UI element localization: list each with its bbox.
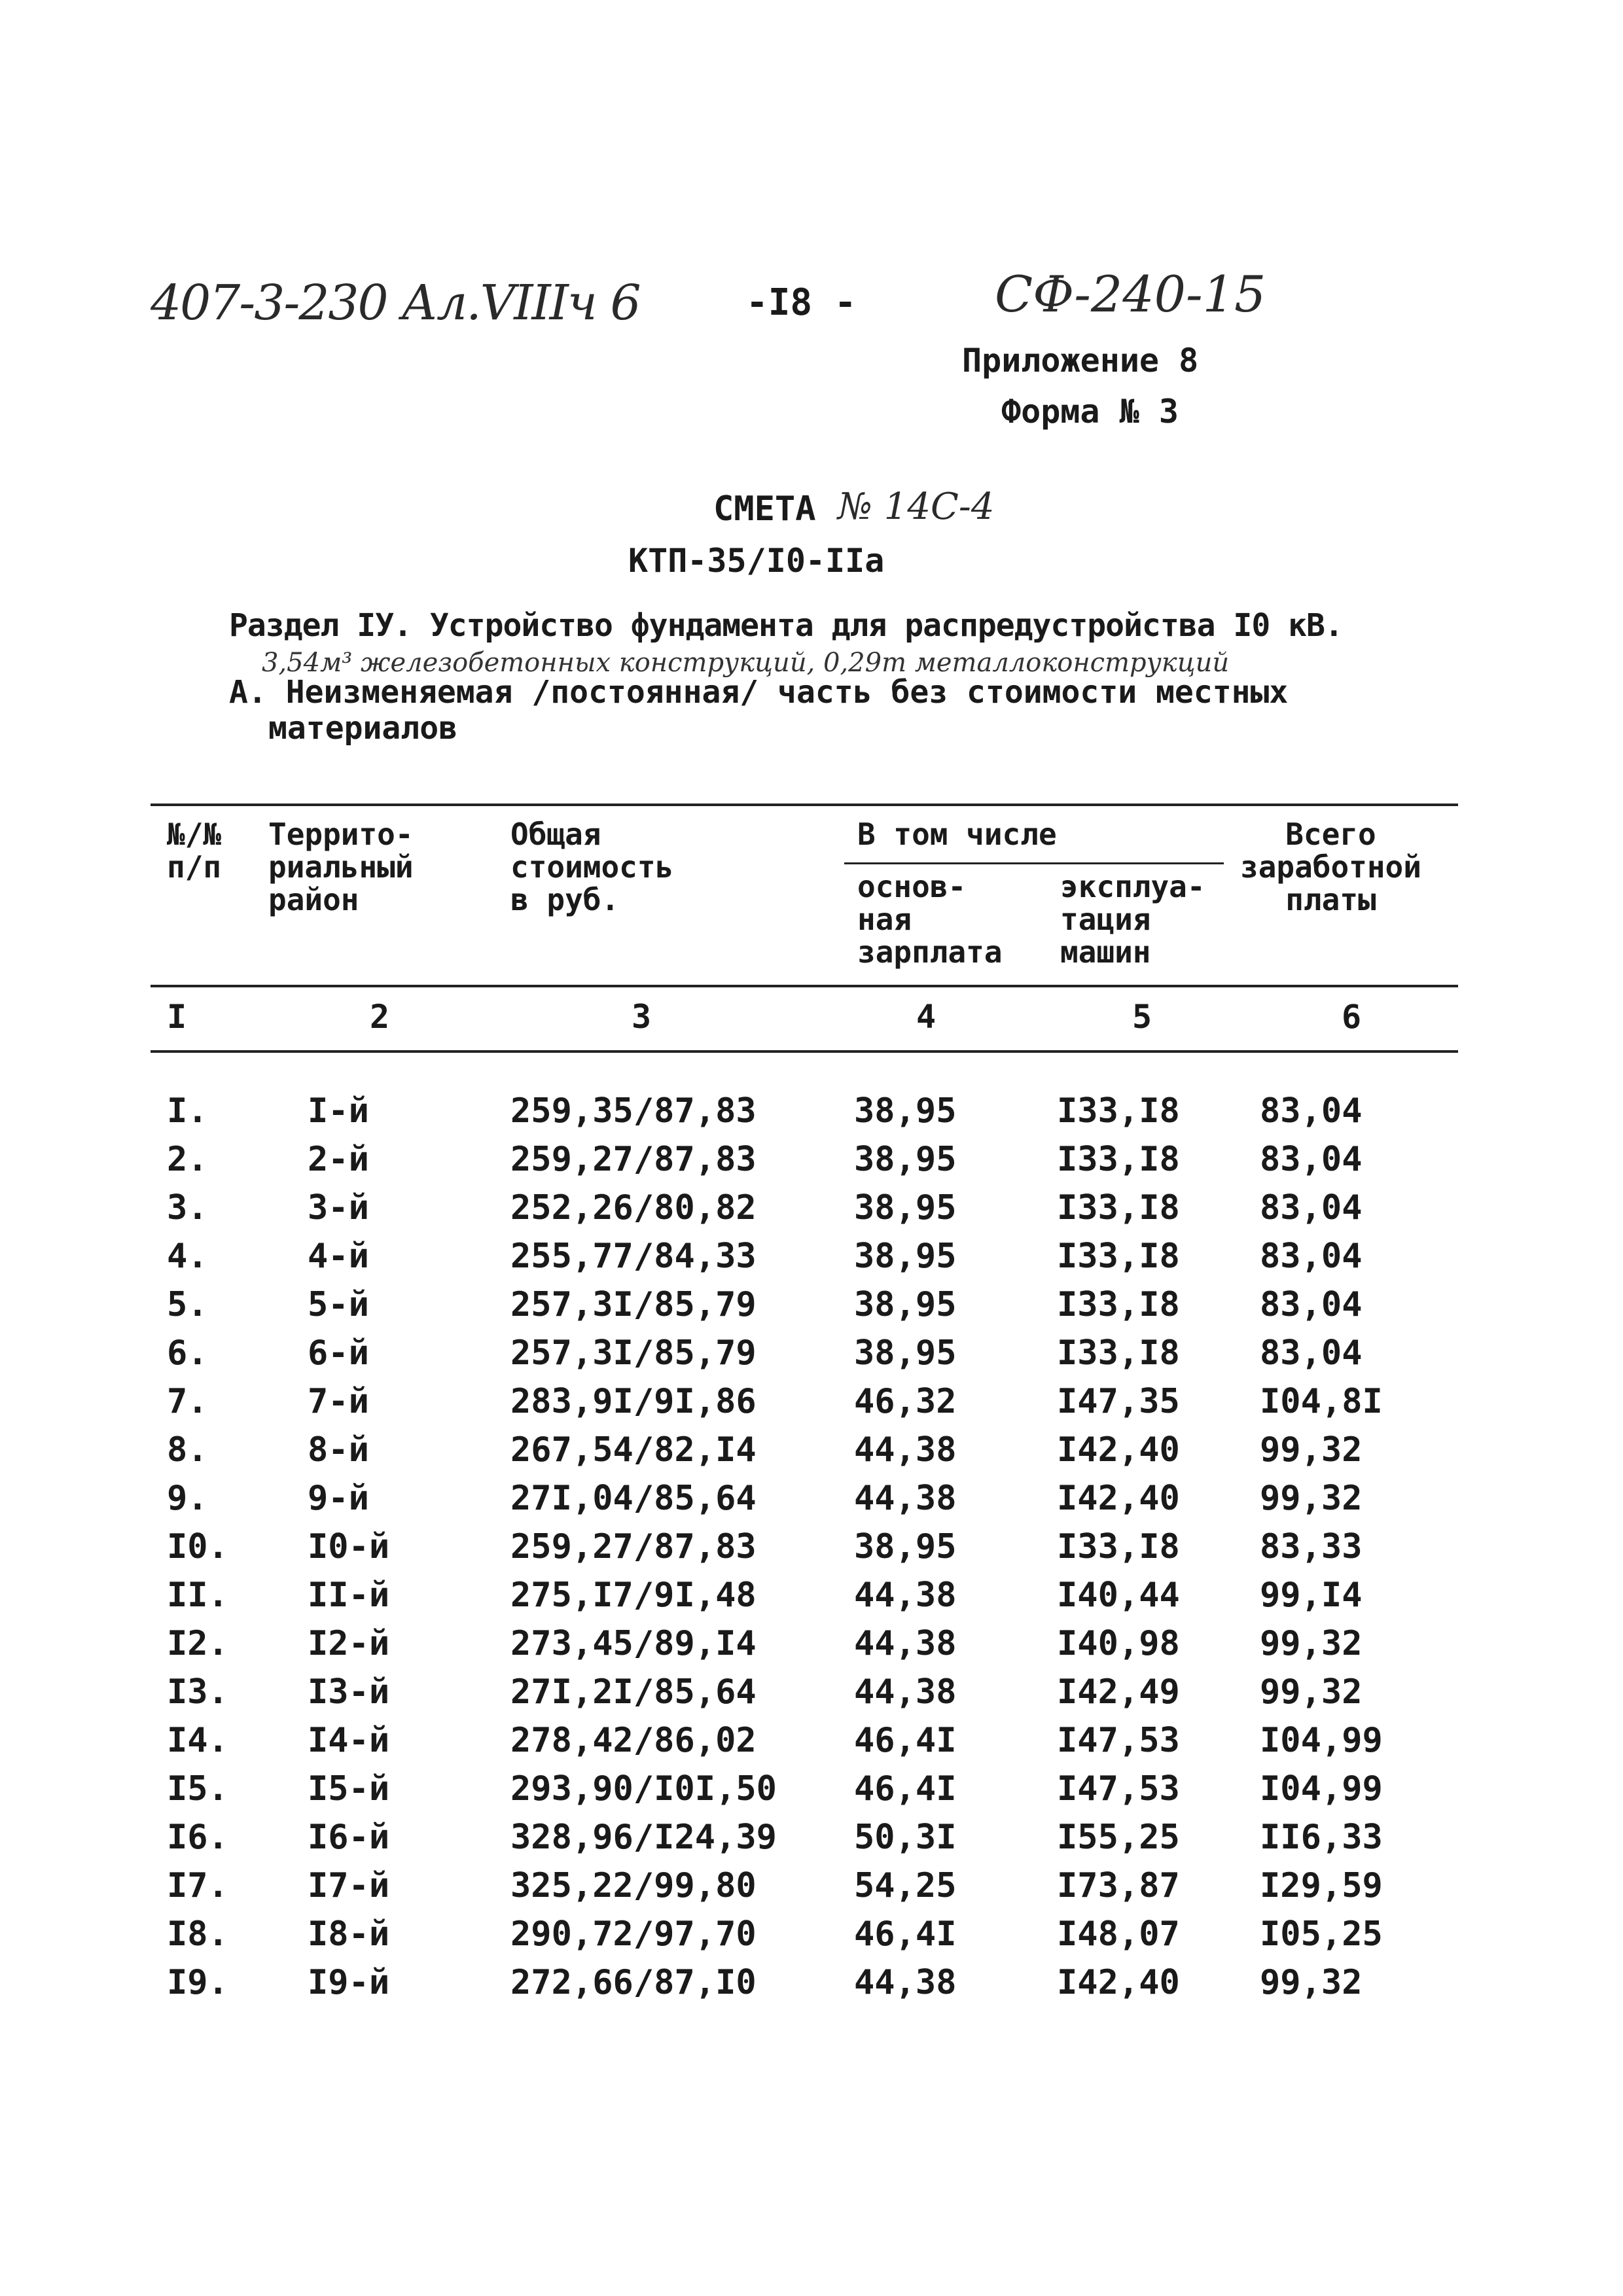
row-base-wage: 44,38 — [854, 1430, 957, 1470]
row-base-wage: 46,4I — [854, 1915, 957, 1954]
row-total-cost: 273,45/89,I4 — [510, 1624, 757, 1663]
row-total-salary: I04,99 — [1260, 1721, 1383, 1760]
row-total-cost: 27I,2I/85,64 — [510, 1672, 757, 1712]
row-region: I0-й — [308, 1527, 390, 1566]
row-total-salary: 99,32 — [1260, 1963, 1363, 2002]
header-including: В том числе — [857, 817, 1057, 852]
row-region: I8-й — [308, 1915, 390, 1954]
row-number: 6. — [167, 1333, 208, 1373]
row-number: I9. — [167, 1963, 228, 2002]
row-region: I2-й — [308, 1624, 390, 1663]
row-base-wage: 44,38 — [854, 1624, 957, 1663]
row-machine-operation: I33,I8 — [1057, 1333, 1180, 1373]
estimate-number: № 14С-4 — [838, 486, 995, 528]
row-total-salary: I04,8I — [1260, 1382, 1383, 1421]
row-number: 8. — [167, 1430, 208, 1470]
row-number: 5. — [167, 1285, 208, 1324]
table-row — [0, 1382, 1623, 1430]
row-number: I2. — [167, 1624, 228, 1663]
column-number: 3 — [632, 998, 652, 1036]
row-total-cost: 328,96/I24,39 — [510, 1818, 777, 1857]
row-base-wage: 38,95 — [854, 1237, 957, 1276]
part-title: А. Неизменяемая /постоянная/ часть без стоимости местных — [229, 674, 1289, 711]
row-total-cost: 290,72/97,70 — [510, 1915, 757, 1954]
row-machine-operation: I42,40 — [1057, 1430, 1180, 1470]
row-total-salary: 99,I4 — [1260, 1576, 1363, 1615]
row-number: I3. — [167, 1672, 228, 1712]
row-base-wage: 38,95 — [854, 1333, 957, 1373]
row-region: I-й — [308, 1091, 369, 1131]
row-number: II. — [167, 1576, 228, 1615]
column-number: 6 — [1342, 998, 1362, 1036]
row-total-salary: 99,32 — [1260, 1624, 1363, 1663]
row-total-cost: 267,54/82,I4 — [510, 1430, 757, 1470]
row-total-cost: 283,9I/9I,86 — [510, 1382, 757, 1421]
table-row — [0, 1915, 1623, 1963]
table-row — [0, 1237, 1623, 1285]
table-row — [0, 1430, 1623, 1479]
row-region: 6-й — [308, 1333, 369, 1373]
row-total-salary: I04,99 — [1260, 1769, 1383, 1809]
row-region: 9-й — [308, 1479, 369, 1518]
row-total-salary: I05,25 — [1260, 1915, 1383, 1954]
row-total-salary: 83,04 — [1260, 1188, 1363, 1227]
form-number: Форма № 3 — [1001, 393, 1179, 431]
header-total-cost: Общая стоимость в руб. — [510, 817, 674, 917]
table-row — [0, 1769, 1623, 1818]
column-numbers-rule — [151, 1050, 1458, 1053]
header-total-salary: Всего заработной платы — [1240, 817, 1421, 917]
table-row — [0, 1091, 1623, 1140]
row-machine-operation: I33,I8 — [1057, 1091, 1180, 1131]
row-region: I3-й — [308, 1672, 390, 1712]
row-region: I5-й — [308, 1769, 390, 1809]
column-number: 5 — [1132, 998, 1152, 1036]
row-machine-operation: I40,98 — [1057, 1624, 1180, 1663]
header-machine-operation: эксплуа- тация машин — [1060, 869, 1205, 970]
row-total-salary: 83,04 — [1260, 1285, 1363, 1324]
row-total-salary: 99,32 — [1260, 1672, 1363, 1712]
row-number: 3. — [167, 1188, 208, 1227]
table-row — [0, 1818, 1623, 1866]
row-total-salary: II6,33 — [1260, 1818, 1383, 1857]
table-row — [0, 1527, 1623, 1576]
row-machine-operation: I42,40 — [1057, 1479, 1180, 1518]
subheader-rule — [844, 862, 1224, 864]
row-total-cost: 259,35/87,83 — [510, 1091, 757, 1131]
row-number: I4. — [167, 1721, 228, 1760]
column-number: 2 — [370, 998, 390, 1036]
table-row — [0, 1188, 1623, 1237]
row-total-salary: 99,32 — [1260, 1479, 1363, 1518]
row-total-cost: 257,3I/85,79 — [510, 1285, 757, 1324]
row-base-wage: 46,32 — [854, 1382, 957, 1421]
row-base-wage: 44,38 — [854, 1963, 957, 2002]
row-region: 7-й — [308, 1382, 369, 1421]
row-base-wage: 38,95 — [854, 1140, 957, 1179]
estimate-code: КТП-35/I0-IIа — [628, 542, 885, 580]
header-region: Террито- риальный район — [268, 817, 414, 917]
row-machine-operation: I47,35 — [1057, 1382, 1180, 1421]
section-note: 3,54м³ железобетонных конструкций, 0,29т металлоконструкций — [262, 648, 1230, 678]
row-number: I. — [167, 1091, 208, 1131]
row-region: I9-й — [308, 1963, 390, 2002]
row-region: 2-й — [308, 1140, 369, 1179]
appendix-label: Приложение 8 — [962, 342, 1199, 380]
table-row — [0, 1576, 1623, 1624]
table-row — [0, 1285, 1623, 1333]
row-total-cost: 272,66/87,I0 — [510, 1963, 757, 2002]
row-number: 2. — [167, 1140, 208, 1179]
column-number: 4 — [916, 998, 936, 1036]
row-number: I6. — [167, 1818, 228, 1857]
row-machine-operation: I47,53 — [1057, 1769, 1180, 1809]
row-machine-operation: I48,07 — [1057, 1915, 1180, 1954]
row-base-wage: 44,38 — [854, 1672, 957, 1712]
row-total-salary: 83,04 — [1260, 1091, 1363, 1131]
row-machine-operation: I40,44 — [1057, 1576, 1180, 1615]
table-row — [0, 1624, 1623, 1672]
row-total-cost: 325,22/99,80 — [510, 1866, 757, 1905]
table-row — [0, 1140, 1623, 1188]
table-top-rule — [151, 804, 1458, 806]
row-number: 7. — [167, 1382, 208, 1421]
table-row — [0, 1721, 1623, 1769]
table-row — [0, 1963, 1623, 2011]
row-machine-operation: I55,25 — [1057, 1818, 1180, 1857]
row-region: I4-й — [308, 1721, 390, 1760]
row-region: I6-й — [308, 1818, 390, 1857]
row-total-cost: 259,27/87,83 — [510, 1527, 757, 1566]
estimate-title: СМЕТА — [713, 489, 816, 529]
row-machine-operation: I33,I8 — [1057, 1237, 1180, 1276]
row-base-wage: 54,25 — [854, 1866, 957, 1905]
row-number: I7. — [167, 1866, 228, 1905]
table-row — [0, 1866, 1623, 1915]
row-machine-operation: I73,87 — [1057, 1866, 1180, 1905]
row-base-wage: 44,38 — [854, 1576, 957, 1615]
row-base-wage: 44,38 — [854, 1479, 957, 1518]
row-base-wage: 46,4I — [854, 1721, 957, 1760]
row-total-cost: 275,I7/9I,48 — [510, 1576, 757, 1615]
row-total-salary: I29,59 — [1260, 1866, 1383, 1905]
sheet-code: СФ-240-15 — [995, 265, 1266, 323]
row-number: 9. — [167, 1479, 208, 1518]
section-title: Раздел IУ. Устройство фундамента для распредустройства I0 кВ. — [229, 607, 1343, 644]
row-total-salary: 83,04 — [1260, 1237, 1363, 1276]
row-number: I8. — [167, 1915, 228, 1954]
row-base-wage: 38,95 — [854, 1527, 957, 1566]
row-base-wage: 50,3I — [854, 1818, 957, 1857]
row-region: II-й — [308, 1576, 390, 1615]
row-machine-operation: I47,53 — [1057, 1721, 1180, 1760]
row-total-cost: 257,3I/85,79 — [510, 1333, 757, 1373]
row-number: I5. — [167, 1769, 228, 1809]
header-number: №/№ п/п — [167, 817, 222, 885]
row-region: 5-й — [308, 1285, 369, 1324]
document-code: 407-3-230 Ал.VIIIч 6 — [151, 275, 640, 331]
row-number: 4. — [167, 1237, 208, 1276]
row-machine-operation: I42,40 — [1057, 1963, 1180, 2002]
part-title-continued: материалов — [268, 710, 457, 747]
page-number: -I8 - — [746, 281, 857, 324]
row-machine-operation: I42,49 — [1057, 1672, 1180, 1712]
row-base-wage: 38,95 — [854, 1285, 957, 1324]
row-total-cost: 278,42/86,02 — [510, 1721, 757, 1760]
table-row — [0, 1333, 1623, 1382]
row-region: 3-й — [308, 1188, 369, 1227]
row-total-salary: 83,33 — [1260, 1527, 1363, 1566]
row-total-cost: 27I,04/85,64 — [510, 1479, 757, 1518]
row-machine-operation: I33,I8 — [1057, 1527, 1180, 1566]
row-number: I0. — [167, 1527, 228, 1566]
row-region: I7-й — [308, 1866, 390, 1905]
row-region: 4-й — [308, 1237, 369, 1276]
row-machine-operation: I33,I8 — [1057, 1188, 1180, 1227]
row-total-cost: 252,26/80,82 — [510, 1188, 757, 1227]
row-total-cost: 259,27/87,83 — [510, 1140, 757, 1179]
table-row — [0, 1672, 1623, 1721]
row-total-salary: 83,04 — [1260, 1140, 1363, 1179]
row-base-wage: 38,95 — [854, 1188, 957, 1227]
row-machine-operation: I33,I8 — [1057, 1285, 1180, 1324]
table-row — [0, 1479, 1623, 1527]
column-number: I — [167, 998, 187, 1036]
row-total-cost: 293,90/I0I,50 — [510, 1769, 777, 1809]
row-base-wage: 46,4I — [854, 1769, 957, 1809]
row-machine-operation: I33,I8 — [1057, 1140, 1180, 1179]
header-base-wage: основ- ная зарплата — [857, 869, 1003, 970]
row-region: 8-й — [308, 1430, 369, 1470]
row-total-salary: 83,04 — [1260, 1333, 1363, 1373]
row-total-salary: 99,32 — [1260, 1430, 1363, 1470]
row-base-wage: 38,95 — [854, 1091, 957, 1131]
header-bottom-rule — [151, 985, 1458, 987]
row-total-cost: 255,77/84,33 — [510, 1237, 757, 1276]
